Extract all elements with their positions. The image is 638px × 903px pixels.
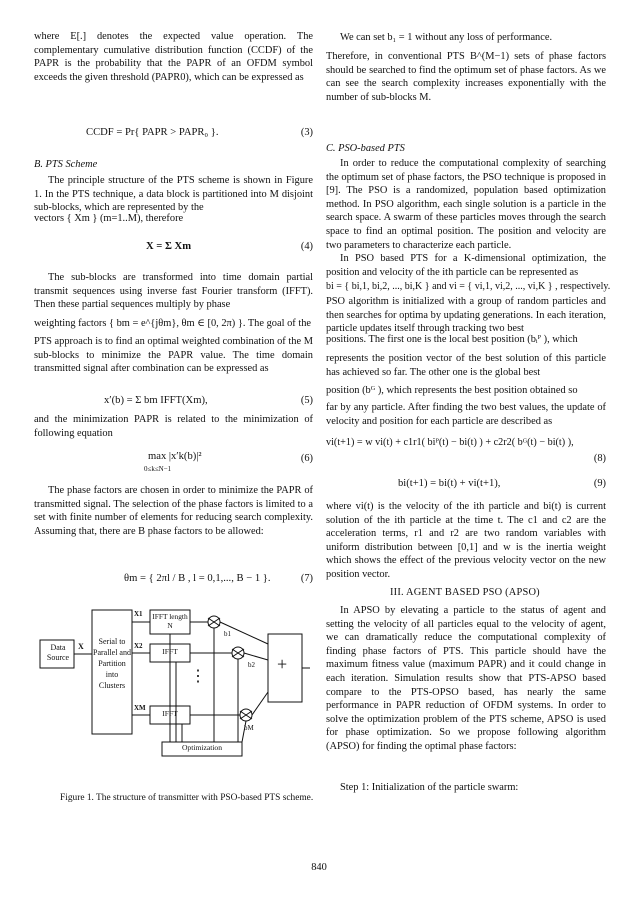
- equation-4: X = Σ Xm: [146, 241, 192, 252]
- heading-pts-scheme: B. PTS Scheme: [34, 159, 98, 170]
- paragraph-apso: In APSO by elevating a particle to the status of agent and setting the velocity of all particles equal to the velocity of agent, we can dramatically reduce the computational complexity of finding phase factors of PTS. This particle should have the maximum fitness value (maximum PAPR) and it could change in each iteration. Simulation results show that PTS-APSO based compare to the PTS-OPSO based, has nearly the same performance in PAPR reduction of OFDM systems. In order to solve the optimization problem of the PTS scheme, APSO is used for phase optimization. So we propose following algorithm (APSO) for finding the optimal phase factors:: [326, 605, 606, 752]
- equation-4-number: (4): [300, 241, 313, 252]
- figure-x-label: X: [78, 642, 84, 651]
- paragraph-pso-kdim: In PSO based PTS for a K-dimensional optimization, the position and velocity of the ith particle can be represented as: [326, 253, 606, 278]
- paragraph-velocity-definitions: where vi(t) is the velocity of the ith particle and bi(t) is current solution of the ith particle at the time t. The c1 and c2 are the acceleration terms, r1 and r2 are two random variables with uniform distribution between [0,1] and w is the inertia weight which shows the effect of the previous velocity vector on the new position vector.: [326, 501, 606, 580]
- equation-3: CCDF = Pr{ PAPR > PAPR₀ }.: [86, 127, 219, 138]
- paragraph-set-b1: We can set b₁ = 1 without any loss of performance.: [340, 32, 553, 43]
- figure-optimization-label: Optimization: [181, 743, 223, 752]
- paragraph-conventional-pts: Therefore, in conventional PTS B^(M−1) sets of phase factors should be searched to find the optimum set of phase factors. As we can see the search complexity increases exponentially with the number of sub-blocks M.: [326, 51, 606, 103]
- figure-dots: ⋮: [190, 668, 206, 685]
- paragraph-ccdf: where E[.] denotes the expected value operation. The complementary cumulative distribution function (CCDF) of the PAPR is the probability that the PAPR of an OFDM symbol exceeds the given threshold (PAPR0), which can be expressed as: [34, 31, 313, 83]
- section-heading-apso: III. AGENT BASED PSO (APSO): [390, 587, 540, 598]
- figure-ifft3-label: IFFT: [162, 709, 178, 718]
- equation-9: bi(t+1) = bi(t) + vi(t+1),: [398, 478, 501, 489]
- equation-6: max |x′k(b)|²: [148, 451, 202, 462]
- paragraph-phase-factors: The phase factors are chosen in order to minimize the PAPR of transmitted signal. The selection of the phase factors is limited to a set with finite number of elements for reducing search complexity. Assuming that, there are B phase factors to be allowed:: [34, 485, 313, 537]
- figure-x2-label: X2: [134, 642, 143, 650]
- figure-ifft1-label: IFFT length N: [152, 612, 188, 630]
- equation-9-number: (9): [593, 478, 606, 489]
- figure-serial-label: Serial to Parallel and Partition into Clusters: [93, 637, 131, 690]
- figure-1-caption: Figure 1. The structure of transmitter with PSO-based PTS scheme.: [60, 793, 314, 803]
- equation-5-number: (5): [300, 395, 313, 406]
- paragraph-position-velocity: bi = { bi,1, bi,2, ..., bi,K } and vi = { vi,1, vi,2, ..., vi,K } , respectively.: [326, 281, 611, 292]
- equation-5: x′(b) = Σ bm IFFT(Xm),: [104, 395, 208, 406]
- paragraph-pso-intro: In order to reduce the computational complexity of searching the optimum set of phase factors, the PSO technique is proposed in [9]. The PSO is a randomized, population based optimization method. In PSO algorithm, each single solution is a particle in the search space. A swarm of these particles moves through the search space to find an optimal position. The position and velocity are two parameters to characterize each particle.: [326, 158, 606, 251]
- figure-b1-label: b1: [224, 630, 231, 638]
- equation-7-number: (7): [300, 573, 313, 584]
- equation-6-number: (6): [300, 453, 313, 464]
- figure-plus-sign: +: [277, 654, 288, 674]
- paragraph-pso-init: PSO algorithm is initialized with a group of random particles and then searches for optima by updating generations. In each iteration, particle updates itself through tracking two best: [326, 296, 606, 335]
- figure-x1-label: X1: [134, 610, 143, 618]
- paragraph-minimization: and the minimization PAPR is related to the minimization of following equation: [34, 414, 313, 439]
- step-1-label: Step 1: Initialization of the particle swarm:: [340, 782, 519, 793]
- paragraph-update-rules: far by any particle. After finding the two best values, the update of velocity and position for each particle are described as: [326, 402, 606, 427]
- equation-8: vi(t+1) = w vi(t) + c1r1( biᴾ(t) − bi(t) ) + c2r2( bᴳ(t) − bi(t) ),: [326, 437, 574, 448]
- equation-8-number: (8): [593, 453, 606, 464]
- figure-1-diagram: [36, 604, 312, 764]
- paragraph-pts-principle: The principle structure of the PTS scheme is shown in Figure 1. In the PTS technique, a data block is partitioned into M disjoint sub-blocks, which are represented by the: [34, 175, 313, 214]
- equation-7: θm = { 2πl / B , l = 0,1,..., B − 1 }.: [124, 573, 271, 584]
- paragraph-phase-weighting: weighting factors { bm = e^{jθm}, θm ∈ [0, 2π) }. The goal of the: [34, 318, 312, 329]
- paragraph-pts-vectors: vectors { Xm } (m=1..M), therefore: [34, 213, 184, 224]
- paragraph-ifft: The sub-blocks are transformed into time domain partial transmit sequences using inverse fast Fourier transform (IFFT). Then these partial sequences multiply by phase: [34, 272, 313, 311]
- figure-xm-label: XM: [134, 704, 146, 712]
- paragraph-global-best: position (bᴳ ), which represents the best position obtained so: [326, 385, 578, 396]
- figure-b2-label: b2: [248, 661, 255, 669]
- page-number: 840: [311, 862, 327, 873]
- figure-ifft2-label: IFFT: [162, 647, 178, 656]
- paragraph-pts-goal: PTS approach is to find an optimal weighted combination of the M sub-blocks to minimize the PAPR value. The time domain transmitted signal after combination can be expressed as: [34, 336, 313, 375]
- figure-data-source-label: Data Source: [46, 643, 70, 662]
- heading-pso-based-pts: C. PSO-based PTS: [326, 143, 405, 154]
- paragraph-local-best: positions. The first one is the local best position (bᵢᴾ ), which: [326, 334, 578, 345]
- equation-6-subscript: 0≤k≤N−1: [144, 465, 172, 473]
- paragraph-best-solution: represents the position vector of the best solution of this particle has achieved so far. The other one is the global best: [326, 353, 606, 378]
- equation-3-number: (3): [300, 127, 313, 138]
- figure-bm-label: bM: [244, 724, 254, 732]
